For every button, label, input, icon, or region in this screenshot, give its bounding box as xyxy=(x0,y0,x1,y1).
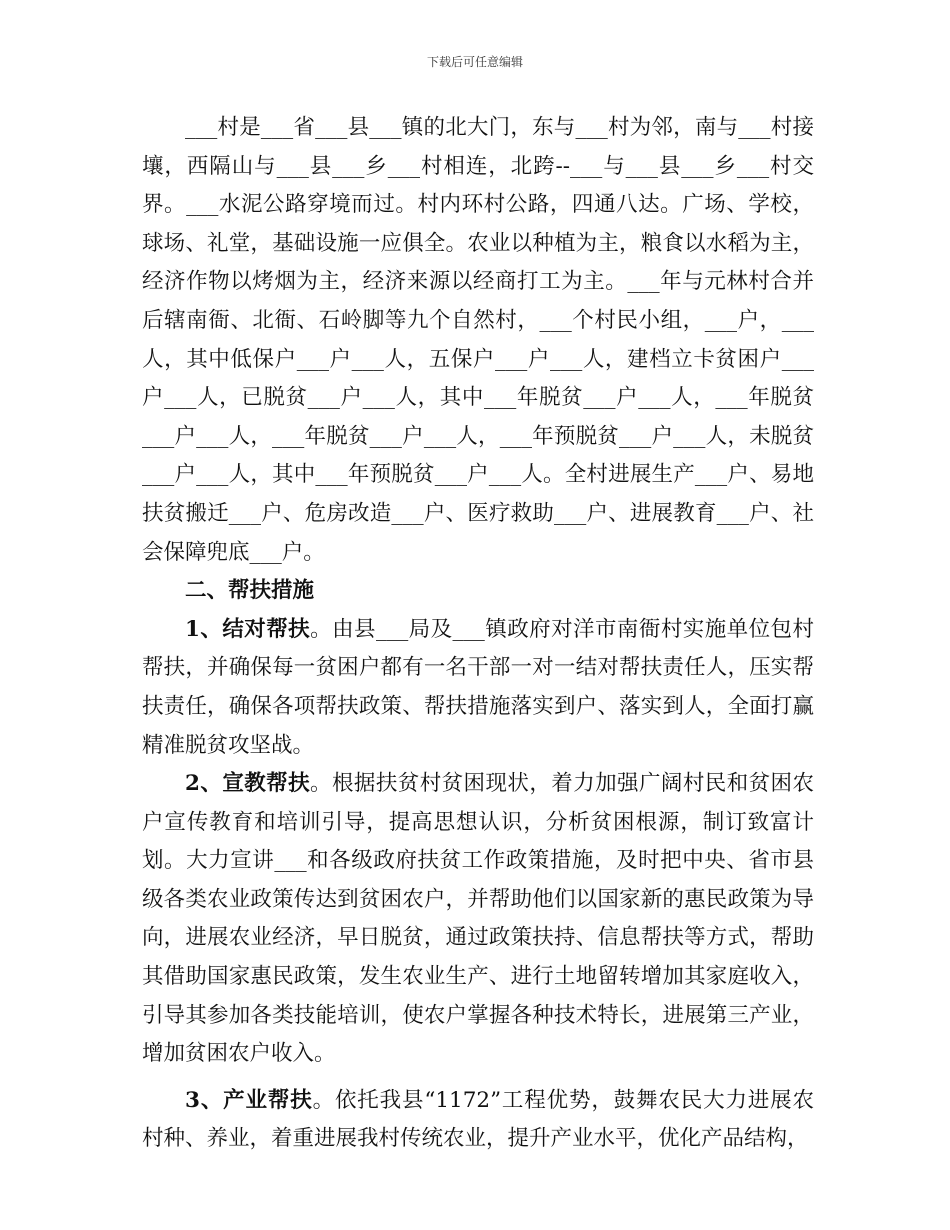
page-header: 下载后可任意编辑 xyxy=(426,55,523,69)
measure-lead-1: 1、结对帮扶 xyxy=(185,616,311,642)
measure-paragraph-3 xyxy=(142,1082,814,1159)
measure-paragraph-2 xyxy=(142,765,814,1074)
measure-lead-2: 2、宣教帮扶 xyxy=(185,771,311,797)
section-heading: 二、帮扶措施 xyxy=(185,578,315,604)
document-body xyxy=(142,109,814,1159)
measure-paragraph-1 xyxy=(142,611,814,765)
measure-lead-3: 3、产业帮扶 xyxy=(185,1087,313,1113)
measure-text-1: 。由县___局及___镇政府对洋市南衙村实施单位包村帮扶，并确保每一贫困户都有一名干部一对一结对帮扶责任人，压实帮扶责任，确保各项帮扶政策、帮扶措施落实到户、落实到人，全面打赢精准脱贫攻坚战。 xyxy=(142,616,814,758)
measure-text-3: 。依托我县“1172”工程优势，鼓舞农民大力进展农村种、养业，着重进展我村传统农业，提升产业水平，优化产品结构， xyxy=(142,1087,815,1152)
measure-text-2: 。根据扶贫村贫困现状，着力加强广阔村民和贫困农户宣传教育和培训引导，提高思想认识，分析贫困根源，制订致富计划。大力宣讲___和各级政府扶贫工作政策措施，及时把中央、省市县级各类农业政策传达到贫困农户，并帮助他们以国家新的惠民政策为导向，进展农业经济，早日脱贫，通过政策扶持、信息帮扶等方式，帮助其借助国家惠民政策，发生农业生产、进行土地留转增加其家庭收入，引导其参加各类技能培训，使农户掌握各种技术特长，进展第三产业，增加贫困农户收入。 xyxy=(142,771,814,1067)
intro-paragraph: ___村是___省___县___镇的北大门，东与___村为邻，南与___村接壤，西隔山与___县___乡___村相连，北跨--___与___县___乡___村交界。___水泥公路穿境而过。村内环村公路，四通八达。广场、学校，球场、礼堂，基础设施一应俱全。农业以种植为主，粮食以水稻为主，经济作物以烤烟为主，经济来源以经商打工为主。___年与元林村合并后辖南衙、北衙、石岭脚等九个自然村，___个村民小组，___户，___人，其中低保户___户___人，五保户___户___人，建档立卡贫困户___户___人，已脱贫___户___人，其中___年脱贫___户___人，___年脱贫___户___人，___年脱贫___户___人，___年预脱贫___户___人，未脱贫___户___人，其中___年预脱贫___户___人。全村进展生产___户、易地扶贫搬迁___户、危房改造___户、医疗救助___户、进展教育___户、社会保障兜底___户。 xyxy=(142,115,814,565)
